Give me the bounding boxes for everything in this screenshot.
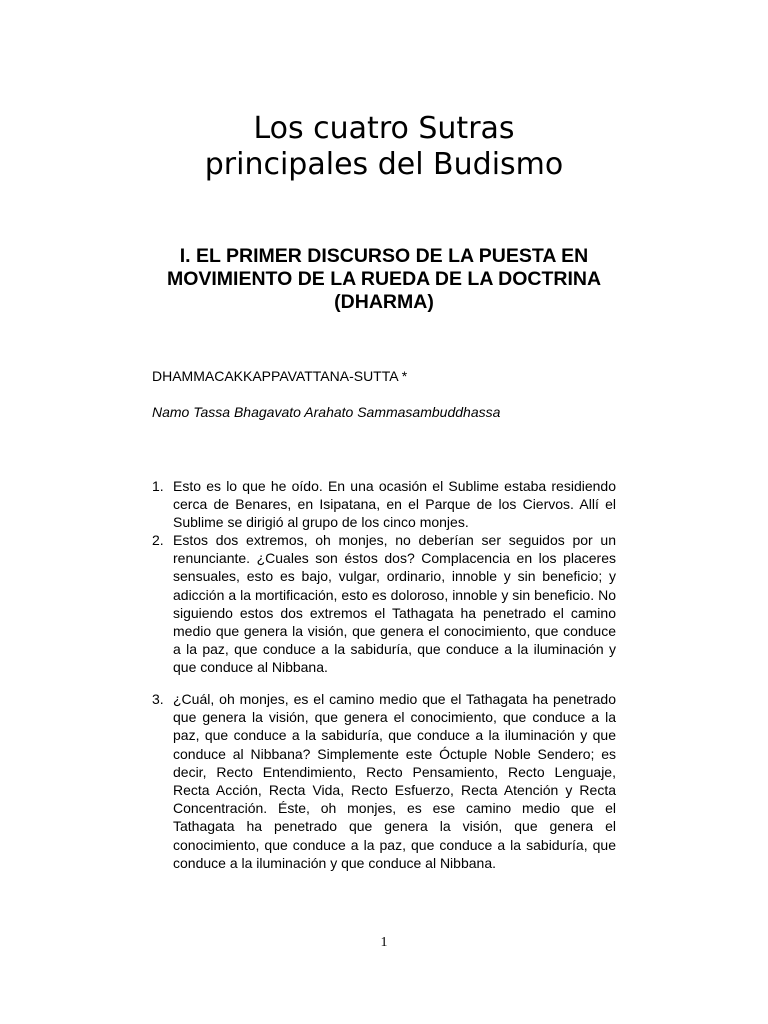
numbered-paragraph — [152, 531, 616, 677]
paragraph-text: Esto es lo que he oído. En una ocasión el Sublime estaba residiendo cerca de Benares, en Isipatana, en el Parque de los Ciervos. Allí el Sublime se dirigió al grupo de los cinco monjes. — [173, 478, 616, 531]
section-heading-line-2: MOVIMIENTO DE LA RUEDA DE LA DOCTRINA — [166, 268, 602, 290]
paragraph-number: 2. — [152, 532, 164, 548]
numbered-paragraph — [152, 690, 616, 872]
paragraph-number: 3. — [152, 691, 164, 707]
page-number: 1 — [380, 935, 388, 950]
document-title-line-1: Los cuatro Sutras — [253, 111, 515, 146]
document-title-line-2: principales del Budismo — [204, 147, 564, 182]
paragraph-number: 1. — [152, 478, 164, 494]
paragraph-text: ¿Cuál, oh monjes, es el camino medio que el Tathagata ha penetrado que genera la visión, que genera el conocimiento, que conduce a la paz, que conduce a la sabiduría, que conduce a la iluminación y que conduce al Nibbana? Simplemente este Óctuple Noble Sendero; es decir, Recto Entendimiento, Recto Pensamiento, Recto Lenguaje, Recta Acción, Recta Vida, Recto Esfuerzo, Recta Atención y Recta Concentración. Éste, oh monjes, es ese camino medio que el Tathagata ha penetrado que genera la visión, que genera el conocimiento, que conduce a la paz, que conduce a la sabiduría, que conduce a la iluminación y que conduce al Nibbana. — [173, 691, 616, 871]
numbered-paragraph — [152, 477, 616, 532]
homage-line: Namo Tassa Bhagavato Arahato Sammasambuddhassa — [152, 404, 501, 420]
paragraph-text: Estos dos extremos, oh monjes, no deberían ser seguidos por un renunciante. ¿Cuales son éstos dos? Complacencia en los placeres sensuales, esto es bajo, vulgar, ordinario, innoble y sin beneficio; y adicción a la mortificación, esto es doloroso, innoble y sin beneficio. No siguiendo estos dos extremos el Tathagata ha penetrado el camino medio que genera la visión, que genera el conocimiento, que conduce a la paz, que conduce a la sabiduría, que conduce a la iluminación y que conduce al Nibbana. — [173, 532, 616, 676]
section-heading-line-1: I. EL PRIMER DISCURSO DE LA PUESTA EN — [179, 245, 589, 267]
section-heading-line-3: (DHARMA) — [334, 291, 434, 313]
sutta-name: DHAMMACAKKAPPAVATTANA-SUTTA * — [152, 368, 408, 384]
